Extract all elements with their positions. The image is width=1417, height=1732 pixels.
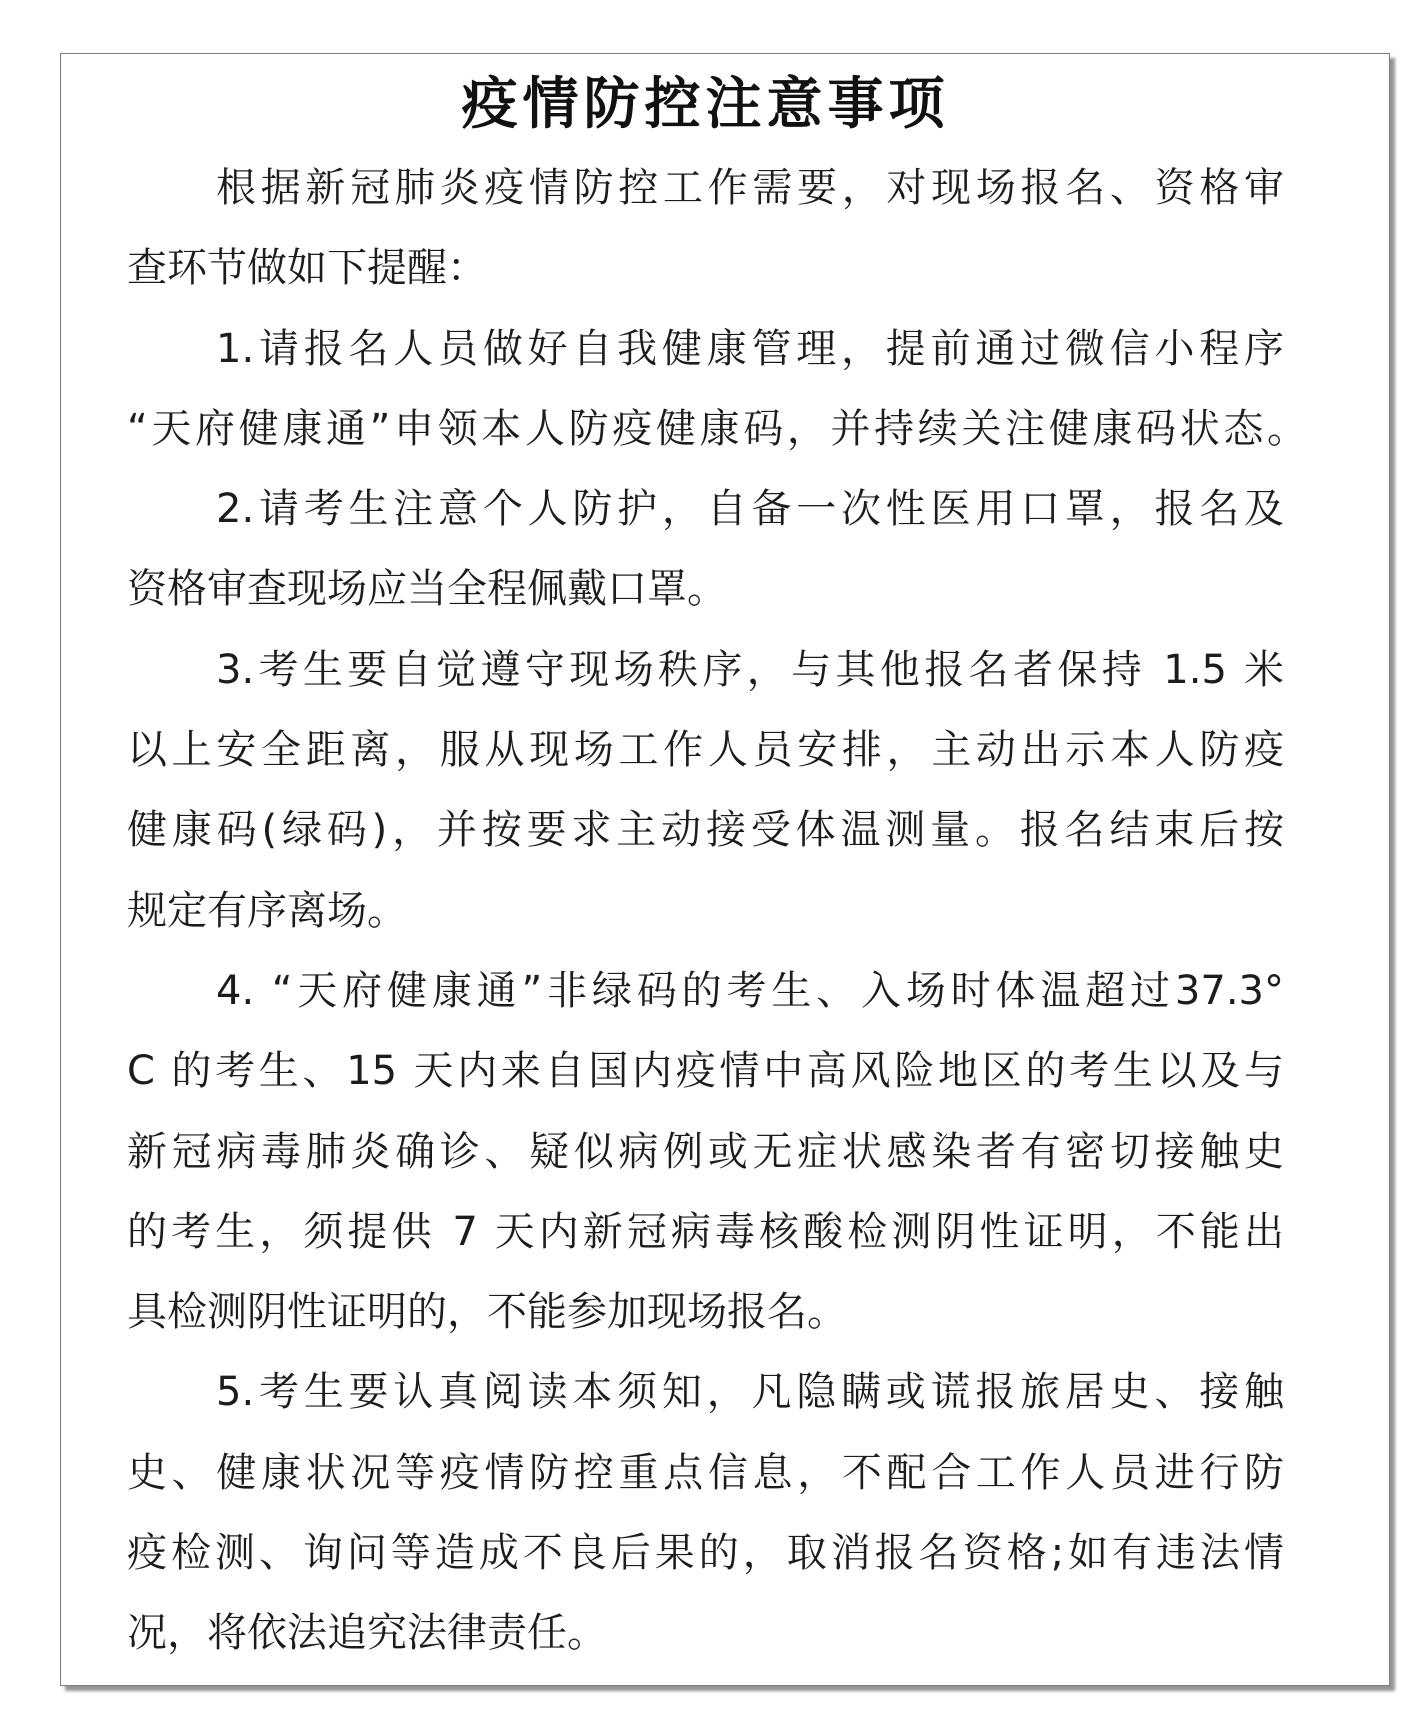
text-line: 2.请考生注意个人防护，自备一次性医用口罩，报名及	[216, 486, 1284, 533]
paragraph-item-1	[127, 309, 1307, 470]
text-line: 3.考生要自觉遵守现场秩序，与其他报名者保持 1.5 米	[216, 646, 1284, 693]
text-line: 具检测阴性证明的，不能参加现场报名。	[127, 1289, 847, 1336]
text-line: 新冠病毒肺炎确诊、疑似病例或无症状感染者有密切接触史	[127, 1128, 1284, 1175]
paragraph-item-2	[127, 469, 1284, 630]
text-line: 以上安全距离，服从现场工作人员安排，主动出示本人防疫	[127, 727, 1284, 774]
text-line: 规定有序离场。	[127, 887, 407, 934]
text-line: “天府健康通”申领本人防疫健康码，并持续关注健康码状态。	[127, 405, 1307, 452]
paragraph-item-5	[127, 1352, 1284, 1673]
text-line: 根据新冠肺炎疫情防控工作需要，对现场报名、资格审	[216, 165, 1284, 211]
paragraph-item-4	[127, 951, 1284, 1352]
document-title: 疫情防控注意事项	[461, 71, 950, 137]
text-line: 4. “天府健康通”非绿码的考生、入场时体温超过37.3°	[216, 967, 1284, 1014]
text-line: 1.请报名人员做好自我健康管理，提前通过微信小程序	[216, 325, 1284, 372]
text-line: 史、健康状况等疫情防控重点信息，不配合工作人员进行防	[127, 1449, 1284, 1496]
text-line: 疫检测、询问等造成不良后果的，取消报名资格;如有违法情	[127, 1530, 1284, 1577]
text-line: 5.考生要认真阅读本须知，凡隐瞒或谎报旅居史、接触	[216, 1369, 1284, 1416]
text-line: 资格审查现场应当全程佩戴口罩。	[127, 566, 727, 613]
text-line: 查环节做如下提醒：	[127, 245, 487, 292]
paragraph-intro	[127, 148, 1284, 309]
paragraph-item-3	[127, 630, 1284, 951]
text-line: C 的考生、15 天内来自国内疫情中高风险地区的考生以及与	[127, 1048, 1284, 1095]
text-line: 的考生，须提供 7 天内新冠病毒核酸检测阴性证明，不能出	[127, 1208, 1284, 1255]
text-line: 健康码(绿码)，并按要求主动接受体温测量。报名结束后按	[127, 807, 1284, 854]
document-frame	[60, 53, 1390, 1686]
text-line: 况，将依法追究法律责任。	[127, 1610, 607, 1657]
document-body	[127, 148, 1307, 1674]
